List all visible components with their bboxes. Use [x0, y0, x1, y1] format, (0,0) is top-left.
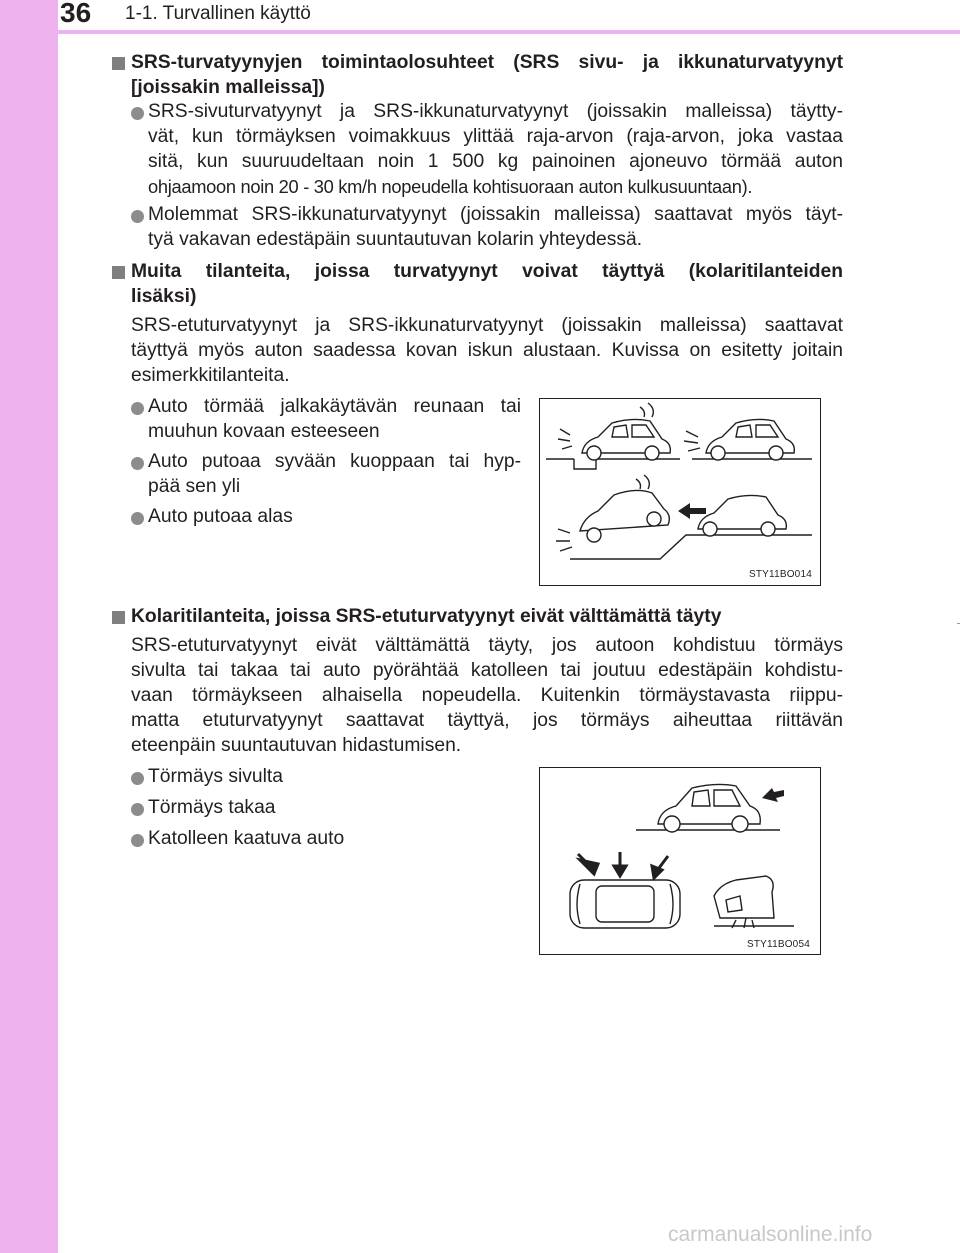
section-marker-icon [112, 57, 125, 70]
paragraph-line: SRS-etuturvatyynyt ja SRS-ikkunaturvatyynyt (joissakin malleissa) saattavat [131, 315, 843, 336]
paragraph-line: Molemmat SRS-ikkunaturvatyynyt (joissakin malleissa) saattavat myös täyt- [148, 204, 843, 225]
bullet-icon [131, 457, 144, 470]
illustration-no-deploy [539, 767, 821, 955]
paragraph-line: SRS-etuturvatyynyt eivät välttämättä täyty, jos autoon kohdistuu törmäys [131, 635, 843, 656]
bullet-text: Auto törmää jalkakäytävän reunaan tai [148, 396, 521, 417]
header-rule [58, 30, 960, 34]
paragraph-line: sivulta tai takaa tai auto pyörähtää katolleen tai joutuu edestäpäin kohdistu- [131, 660, 843, 681]
section-marker-icon [112, 611, 125, 624]
bullet-icon [131, 834, 144, 847]
illustration-ground-impact [539, 398, 821, 586]
sidebar-band [0, 0, 58, 1253]
paragraph-line: esimerkkitilanteita. [131, 365, 290, 386]
watermark: carmanualsonline.info [668, 1223, 873, 1246]
paragraph-line: tyä vakavan edestäpäin suuntautuvan kolarin yhteydessä. [148, 229, 643, 250]
chapter-title: 1-1. Turvallinen käyttö [125, 3, 311, 24]
bullet-icon [131, 772, 144, 785]
bullet-icon [131, 803, 144, 816]
bullet-icon [131, 402, 144, 415]
figure-label: STY11BO014 [749, 569, 812, 580]
bullet-text: Auto putoaa syvään kuoppaan tai hyp- [148, 451, 521, 472]
section-heading: [joissakin malleissa]) [131, 77, 325, 98]
bullet-text: pää sen yli [148, 476, 241, 497]
bullet-text: Auto putoaa alas [148, 506, 293, 527]
section-heading: Kolaritilanteita, joissa SRS-etuturvatyynyt eivät välttämättä täyty [131, 606, 722, 627]
page-number: 36 [60, 0, 92, 28]
paragraph-line: täyttyä myös auton saadessa kovan iskun alustaan. Kuvissa on esitetty joitain [131, 340, 843, 361]
bullet-text: Katolleen kaatuva auto [148, 828, 345, 849]
figure-label: STY11BO054 [747, 939, 810, 950]
bullet-text: muuhun kovaan esteeseen [148, 421, 380, 442]
paragraph-line: vät, kun törmäyksen voimakkuus ylittää raja-arvon (raja-arvon, joka vastaa [148, 126, 843, 147]
section-heading: Muita tilanteita, joissa turvatyynyt voivat täyttyä (kolaritilanteiden [131, 261, 843, 282]
paragraph-line: eteenpäin suuntautuvan hidastumisen. [131, 735, 462, 756]
paragraph-line: ohjaamoon noin 20 - 30 km/h nopeudella kohtisuoraan auton kulkusuuntaan). [148, 176, 753, 197]
cars-ground-impact-illustration [540, 399, 820, 585]
bullet-text: Törmäys sivulta [148, 766, 283, 787]
section-heading: SRS-turvatyynyjen toimintaolosuhteet (SRS sivu- ja ikkunaturvatyynyt [131, 52, 843, 73]
bullet-icon [131, 107, 144, 120]
paragraph-line: vaan törmäykseen alhaisella nopeudella. Kuitenkin törmäystavasta riippu- [131, 685, 843, 706]
bullet-icon [131, 210, 144, 223]
paragraph-line: sitä, kun suuruudeltaan noin 1 500 kg painoinen ajoneuvo törmää auton [148, 151, 843, 172]
bullet-text: Törmäys takaa [148, 797, 276, 818]
section-marker-icon [112, 266, 125, 279]
paragraph-line: SRS-sivuturvatyynyt ja SRS-ikkunaturvatyynyt (joissakin malleissa) täytty- [148, 101, 843, 122]
bullet-icon [131, 512, 144, 525]
cars-no-deploy-illustration [540, 768, 820, 954]
section-heading: lisäksi) [131, 286, 197, 307]
paragraph-line: matta etuturvatyynyt saattavat täyttyä, jos törmäys aiheuttaa riittävän [131, 710, 843, 731]
